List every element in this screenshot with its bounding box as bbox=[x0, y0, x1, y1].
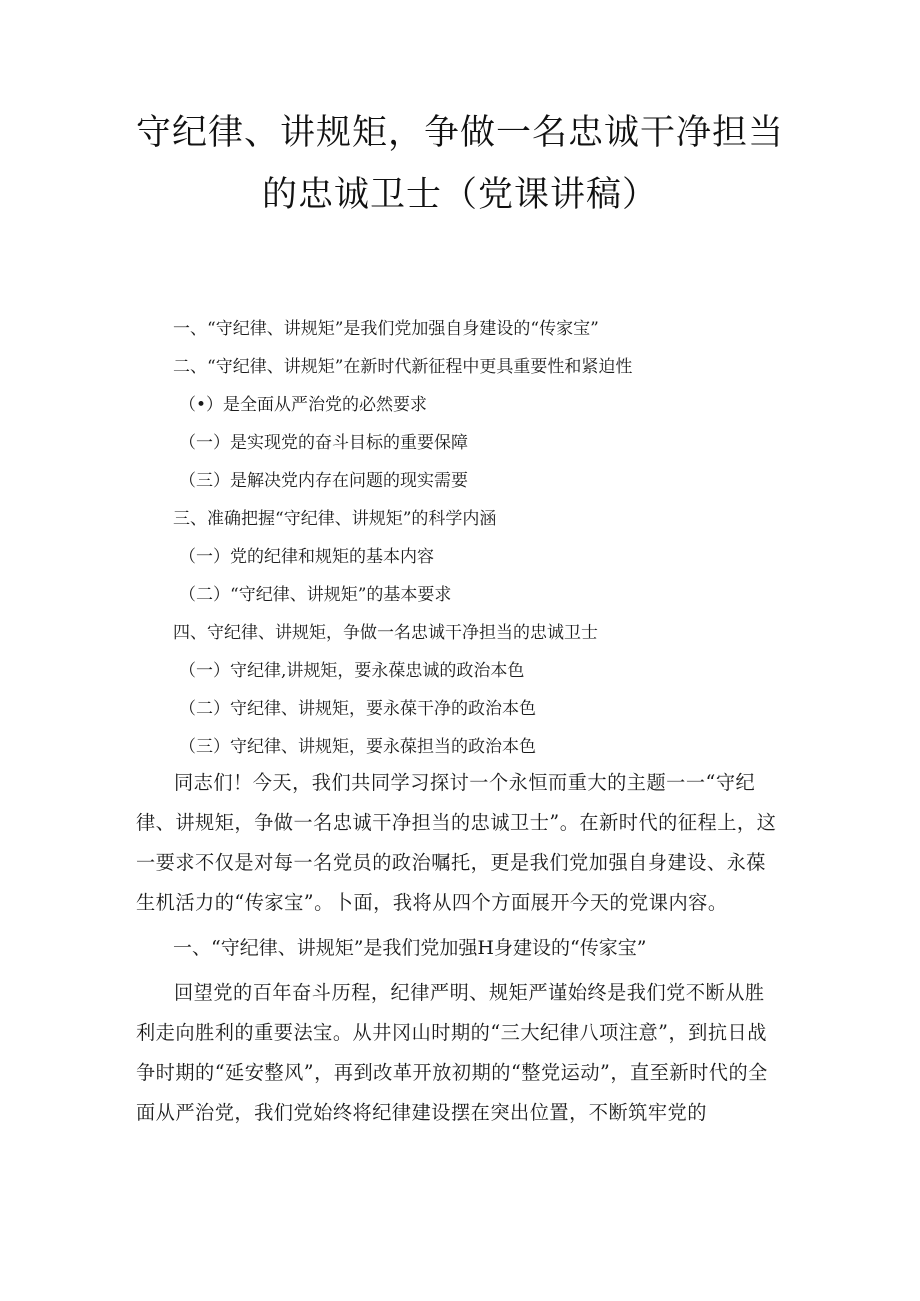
document-title-line-1: 守纪律、讲规矩，争做一名忠诚干净担当 bbox=[135, 113, 784, 153]
section-1-heading: 一、“守纪律、讲规矩”是我们党加强H身建设的“传家宝” bbox=[173, 937, 647, 959]
outline-item: 二、“守纪律、讲规矩”在新时代新征程中更具重要性和紧迫性 bbox=[173, 357, 633, 377]
outline-item: （三）守纪律、讲规矩，要永葆担当的政治本色 bbox=[179, 737, 536, 757]
outline-item: （一）守纪律,讲规矩，要永葆忠诚的政治本色 bbox=[179, 661, 525, 681]
outline-item: 一、“守纪律、讲规矩”是我们党加强自身建设的“传家宝” bbox=[173, 319, 599, 339]
outline-item: 四、守纪律、讲规矩，争做一名忠诚干净担当的忠诚卫士 bbox=[173, 623, 598, 643]
section-1-paragraph: 回望党的百年奋斗历程，纪律严明、规矩严谨始终是我们党不断从胜利走向胜利的重要法宝。从井冈山时期的“三大纪律八项注意”，到抗日战争时期的“延安整风”，再到改革开放初期的“整党运动”，直至新时代的全面从严治党，我们党始终将纪律建设摆在突出位置，不断筑牢党的 bbox=[136, 981, 768, 1124]
outline-item: （•）是全面从严治党的必然要求 bbox=[179, 395, 428, 415]
outline-item: 三、准确把握“守纪律、讲规矩”的科学内涵 bbox=[173, 509, 497, 529]
outline-item: （二）守纪律、讲规矩，要永葆干净的政治本色 bbox=[179, 699, 536, 719]
intro-paragraph: 同志们！今天，我们共同学习探讨一个永恒而重大的主题一一“守纪律、讲规矩，争做一名忠诚干净担当的忠诚卫士”。在新时代的征程上，这一要求不仅是对每一名党员的政治嘱托，更是我们党加强自身建设、永葆生机活力的“传家宝”。卜面，我将从四个方面展开今天的党课内容。 bbox=[136, 771, 777, 914]
outline-item: （一）是实现党的奋斗目标的重要保障 bbox=[179, 433, 468, 453]
outline-item: （三）是解决党内存在问题的现实需要 bbox=[179, 471, 468, 491]
outline-item: （一）党的纪律和规矩的基本内容 bbox=[179, 547, 434, 567]
document-title-line-2: 的忠诚卫士（党课讲稿） bbox=[261, 175, 658, 215]
outline-item: （二）“守纪律、讲规矩”的基本要求 bbox=[179, 585, 452, 605]
